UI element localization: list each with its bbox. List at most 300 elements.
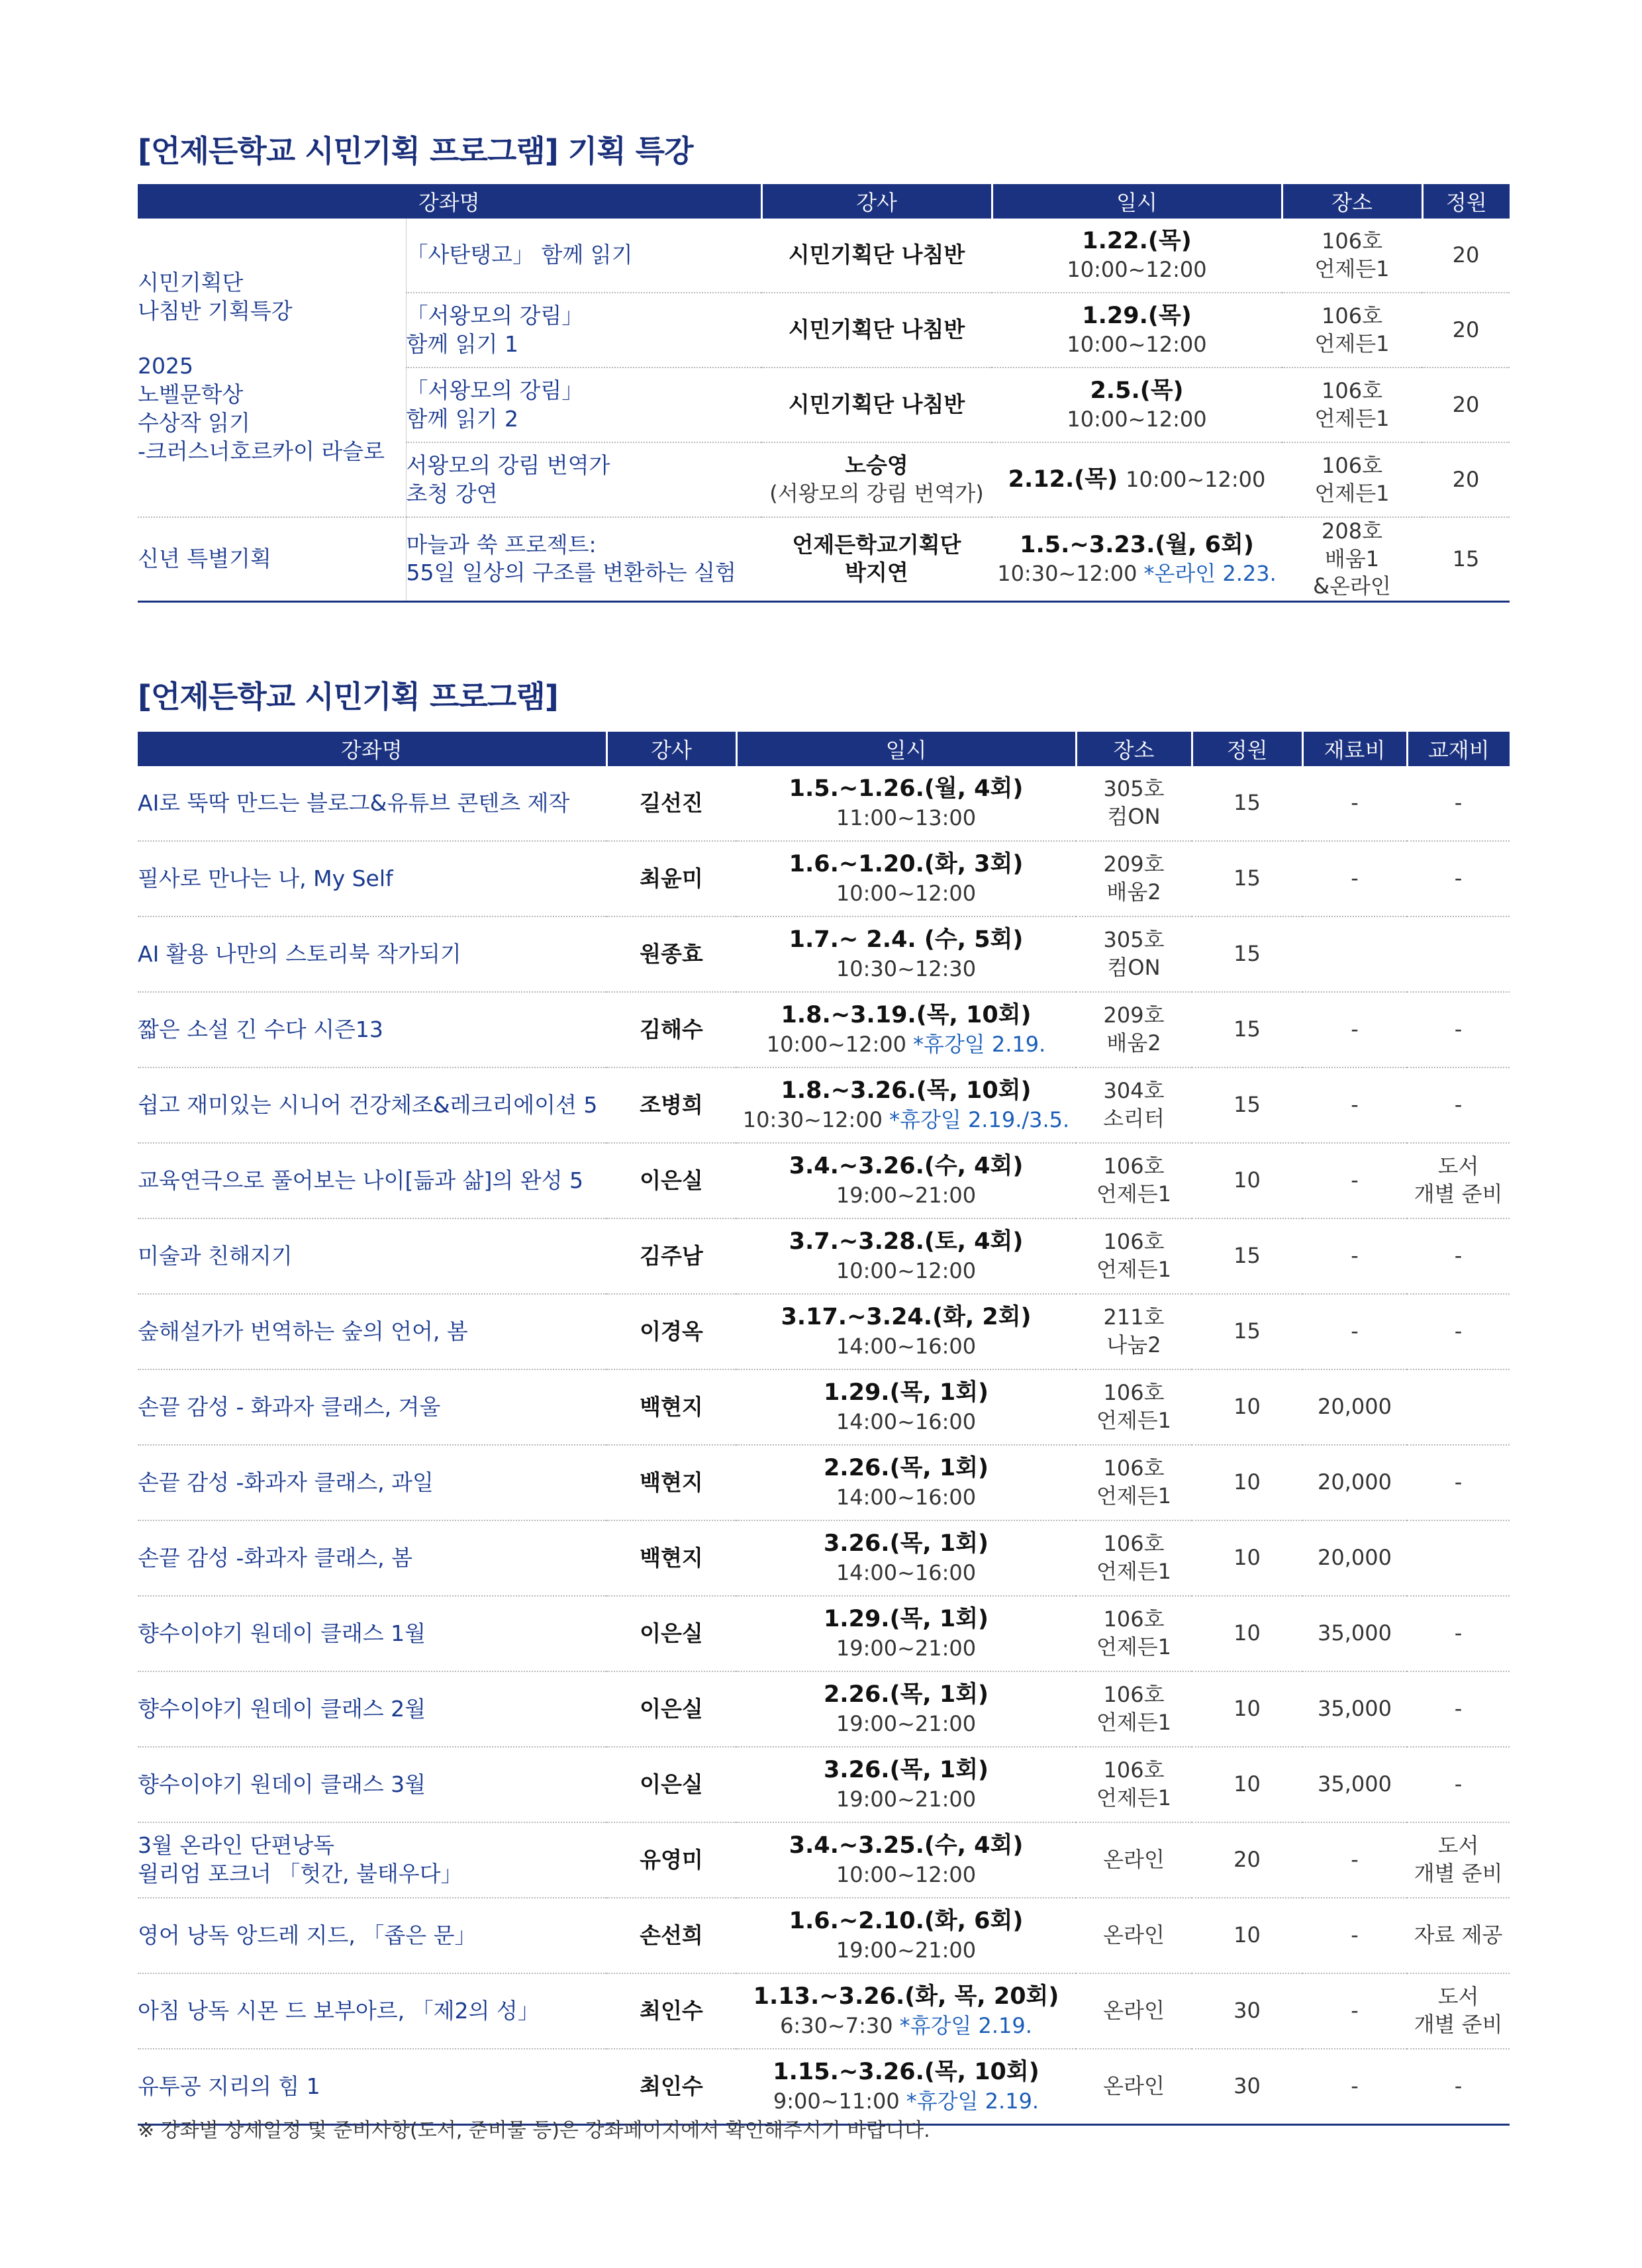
book-fee (1407, 1445, 1510, 1520)
header-date: 일시 (992, 184, 1282, 219)
text-line: 106호 (1103, 1606, 1165, 1632)
course-title (406, 368, 761, 442)
header-date: 일시 (736, 732, 1076, 766)
table-row (138, 992, 1510, 1067)
material-fee (1302, 916, 1407, 992)
schedule (992, 219, 1282, 293)
header-book-fee: 교재비 (1407, 732, 1510, 766)
schedule-date: 3.4.~3.25.(수, 4회) (789, 1832, 1024, 1859)
schedule-time: 19:00~21:00 (836, 1710, 977, 1736)
capacity: 10 (1192, 1671, 1302, 1747)
schedule (736, 1218, 1076, 1294)
schedule-time: 14:00~16:00 (836, 1333, 977, 1359)
category-line: 수상작 읽기 (138, 409, 250, 436)
course-title (138, 1898, 606, 1973)
location (1076, 1520, 1192, 1596)
location (1076, 992, 1192, 1067)
text-line: 교육연극으로 풀어보는 나이[듦과 삶]의 완성 5 (138, 1167, 583, 1193)
schedule-note: *휴강일 2.19./3.5. (889, 1107, 1070, 1132)
schedule-date: 2.26.(목, 1회) (823, 1455, 989, 1482)
course-title (138, 1973, 606, 2049)
table-row (138, 1520, 1510, 1596)
category-line: 시민기획단 (138, 270, 244, 296)
header-location: 장소 (1076, 732, 1192, 766)
table-row (138, 1369, 1510, 1445)
text-line: 209호 (1103, 1003, 1165, 1028)
schedule-time-line (996, 256, 1278, 284)
text-line: 도서 (1437, 1154, 1479, 1179)
schedule-date: 1.15.~3.26.(목, 10회) (773, 2059, 1039, 2086)
schedule-time: 10:00~12:00 (836, 1861, 977, 1887)
schedule-date: 1.29.(목) (1082, 302, 1192, 329)
book-fee (1407, 841, 1510, 916)
course-title (138, 1671, 606, 1747)
capacity: 15 (1192, 1067, 1302, 1143)
text-line: 209호 (1103, 852, 1165, 877)
table-row (138, 1973, 1510, 2049)
schedule-date: 1.29.(목, 1회) (823, 1379, 989, 1406)
capacity: 20 (1422, 368, 1510, 442)
schedule-time-line (740, 2012, 1072, 2040)
schedule-time: 11:00~13:00 (836, 805, 977, 830)
schedule-time-line (740, 805, 1072, 832)
capacity: 15 (1192, 1218, 1302, 1294)
instructor: 이경옥 (606, 1294, 736, 1369)
category-line: -크러스너호르카이 라슬로 (138, 438, 385, 464)
book-fee (1407, 766, 1510, 841)
course-title (138, 766, 606, 841)
text-line: 온라인 (1103, 1922, 1165, 1948)
header-course: 강좌명 (138, 732, 606, 766)
instructor: 백현지 (606, 1445, 736, 1520)
table-row (138, 517, 1510, 601)
schedule-date: 1.29.(목, 1회) (823, 1606, 989, 1633)
text-line: 소리터 (1103, 1106, 1165, 1131)
schedule (736, 1445, 1076, 1520)
schedule-time: 10:30~12:30 (836, 956, 977, 981)
text-line: 향수이야기 원데이 클래스 1월 (138, 1620, 426, 1646)
text-line: 3월 온라인 단편낭독 (138, 1832, 334, 1859)
instructor-line: (서왕모의 강림 번역가) (769, 481, 984, 507)
text-line: 미술과 친해지기 (138, 1242, 293, 1269)
material-fee: - (1302, 766, 1407, 841)
text-line: 106호 (1103, 1531, 1165, 1557)
text-line: 208호 (1322, 518, 1382, 544)
course-title (138, 1596, 606, 1671)
schedule (736, 916, 1076, 992)
course-title (138, 841, 606, 916)
text-line: 언제든1 (1314, 405, 1390, 431)
schedule-time-line (740, 1635, 1072, 1663)
text-line: AI 활용 나만의 스토리북 작가되기 (138, 940, 461, 967)
instructor: 길선진 (606, 766, 736, 841)
instructor (761, 368, 992, 442)
material-fee: 35,000 (1302, 1747, 1407, 1822)
schedule-date: 1.7.~ 2.4. (수, 5회) (789, 926, 1024, 954)
location (1076, 1218, 1192, 1294)
schedule-time: 10:00~12:00 (1067, 257, 1207, 283)
program-table (138, 732, 1510, 2126)
schedule-time-line (740, 1937, 1072, 1965)
location (1282, 293, 1422, 368)
capacity: 20 (1422, 219, 1510, 293)
instructor-line: 박지연 (845, 560, 908, 586)
schedule-time: 9:00~11:00 (773, 2088, 900, 2114)
text-line: 배움2 (1106, 879, 1161, 905)
course-title (406, 293, 761, 368)
text-line: 106호 (1103, 1229, 1165, 1255)
text-line: - (1454, 865, 1463, 891)
text-line: 손끝 감성 -화과자 클래스, 과일 (138, 1469, 434, 1495)
schedule (992, 517, 1282, 601)
category-line (138, 326, 402, 352)
text-line: - (1454, 2073, 1463, 2099)
category-cell (138, 219, 406, 517)
location (1076, 1596, 1192, 1671)
schedule-time: 10:00~12:00 (1067, 407, 1207, 432)
text-line: 언제든1 (1314, 330, 1390, 356)
book-fee (1407, 2049, 1510, 2125)
schedule-time: 10:30~12:00 (997, 561, 1137, 587)
course-title (138, 1143, 606, 1218)
course-title (138, 1369, 606, 1445)
schedule-time: 10:30~12:00 (742, 1107, 883, 1132)
instructor-line: 언제든학교기획단 (792, 531, 961, 558)
schedule-time: 6:30~7:30 (780, 2012, 893, 2038)
text-line: 106호 (1322, 452, 1382, 478)
material-fee: - (1302, 841, 1407, 916)
table-row (138, 1143, 1510, 1218)
instructor: 최윤미 (606, 841, 736, 916)
capacity: 10 (1192, 1369, 1302, 1445)
instructor: 이은실 (606, 1143, 736, 1218)
capacity: 15 (1192, 841, 1302, 916)
header-instructor: 강사 (761, 184, 992, 219)
location (1076, 1747, 1192, 1822)
schedule-date: 1.5.~3.23.(월, 6회) (1020, 531, 1254, 558)
text-line: 마늘과 쑥 프로젝트: (406, 531, 597, 558)
table-row (138, 1898, 1510, 1973)
material-fee: - (1302, 1898, 1407, 1973)
text-line: 손끝 감성 - 화과자 클래스, 겨울 (138, 1393, 441, 1420)
text-line: 자료 제공 (1414, 1922, 1503, 1948)
schedule-date: 1.6.~1.20.(화, 3회) (789, 851, 1024, 878)
schedule-time-line (740, 1786, 1072, 1814)
schedule-time-line (740, 1333, 1072, 1361)
course-title (138, 1520, 606, 1596)
instructor: 백현지 (606, 1369, 736, 1445)
schedule-date: 1.13.~3.26.(화, 목, 20회) (753, 1983, 1059, 2010)
capacity: 10 (1192, 1747, 1302, 1822)
text-line: AI로 뚝딱 만드는 블로그&유튜브 콘텐츠 제작 (138, 789, 570, 816)
course-title (138, 1067, 606, 1143)
schedule (736, 1067, 1076, 1143)
instructor (761, 293, 992, 368)
instructor: 이은실 (606, 1671, 736, 1747)
text-line: - (1454, 1318, 1463, 1344)
text-line: 106호 (1103, 1682, 1165, 1708)
schedule-time-line (740, 880, 1072, 908)
course-title (138, 1294, 606, 1369)
table-row (138, 766, 1510, 841)
text-line: 함께 읽기 2 (406, 405, 518, 432)
text-line: - (1454, 1243, 1463, 1269)
schedule (736, 992, 1076, 1067)
text-line: - (1454, 1016, 1463, 1042)
instructor: 조병희 (606, 1067, 736, 1143)
book-fee (1407, 1898, 1510, 1973)
schedule (736, 766, 1076, 841)
location (1076, 1898, 1192, 1973)
text-line: 필사로 만나는 나, My Self (138, 865, 393, 891)
text-line: 향수이야기 원데이 클래스 3월 (138, 1771, 426, 1797)
text-line: 서왕모의 강림 번역가 (406, 452, 610, 478)
schedule (736, 1596, 1076, 1671)
book-fee (1407, 1596, 1510, 1671)
material-fee: 20,000 (1302, 1520, 1407, 1596)
book-fee (1407, 1520, 1510, 1596)
course-title (406, 517, 761, 601)
schedule (736, 1369, 1076, 1445)
capacity: 15 (1192, 916, 1302, 992)
instructor: 이은실 (606, 1747, 736, 1822)
table-row (138, 1445, 1510, 1520)
capacity: 10 (1192, 1898, 1302, 1973)
location (1282, 219, 1422, 293)
location (1076, 1143, 1192, 1218)
category-line: 노벨문학상 (138, 381, 244, 407)
material-fee: - (1302, 1294, 1407, 1369)
book-fee (1407, 1294, 1510, 1369)
location (1282, 368, 1422, 442)
capacity: 15 (1192, 766, 1302, 841)
schedule (736, 1898, 1076, 1973)
text-line: 언제든1 (1096, 1559, 1172, 1584)
schedule-time: 10:00~12:00 (1126, 466, 1266, 492)
location (1076, 841, 1192, 916)
category-cell (138, 517, 406, 601)
material-fee: 20,000 (1302, 1369, 1407, 1445)
text-line: 배움2 (1106, 1030, 1161, 1056)
text-line: 도서 (1437, 1984, 1479, 2010)
capacity: 30 (1192, 1973, 1302, 2049)
text-line: 언제든1 (1096, 1710, 1172, 1735)
header-material-fee: 재료비 (1302, 732, 1407, 766)
schedule-time: 19:00~21:00 (836, 1937, 977, 1963)
capacity: 20 (1192, 1822, 1302, 1898)
location (1076, 1369, 1192, 1445)
text-line: 106호 (1103, 1154, 1165, 1179)
text-line: &온라인 (1313, 573, 1391, 599)
material-fee: - (1302, 2049, 1407, 2125)
instructor: 이은실 (606, 1596, 736, 1671)
material-fee: - (1302, 1822, 1407, 1898)
schedule-time: 10:00~12:00 (1067, 332, 1207, 358)
text-line: - (1454, 1620, 1463, 1646)
schedule-date: 2.5.(목) (1090, 377, 1184, 404)
instructor-line: 시민기획단 나침반 (788, 317, 965, 343)
special-lecture-table (138, 184, 1510, 603)
location (1076, 1671, 1192, 1747)
schedule-date: 3.7.~3.28.(토, 4회) (789, 1228, 1024, 1256)
book-fee (1407, 1973, 1510, 2049)
schedule (992, 442, 1282, 517)
table-row (138, 1596, 1510, 1671)
instructor: 김해수 (606, 992, 736, 1067)
schedule-date: 2.12.(목) (1008, 466, 1118, 493)
schedule (736, 1143, 1076, 1218)
course-title (138, 1218, 606, 1294)
table-row (138, 1218, 1510, 1294)
table-row (138, 1747, 1510, 1822)
category-line: 나침반 기획특강 (138, 298, 293, 324)
text-line: 개별 준비 (1414, 1861, 1503, 1886)
schedule-time-line (740, 1559, 1072, 1587)
schedule-time: 14:00~16:00 (836, 1484, 977, 1510)
schedule-time: 19:00~21:00 (836, 1786, 977, 1812)
text-line: 언제든1 (1314, 256, 1390, 281)
text-line: 언제든1 (1314, 480, 1390, 506)
text-line: 함께 읽기 1 (406, 330, 518, 357)
text-line: 유투공 지리의 힘 1 (138, 2073, 320, 2099)
schedule-note: *온라인 2.23. (1143, 561, 1277, 587)
schedule-date: 1.6.~2.10.(화, 6회) (789, 1908, 1024, 1935)
table-row (138, 916, 1510, 992)
header-capacity: 정원 (1192, 732, 1302, 766)
schedule-time-line (740, 1107, 1072, 1134)
schedule-time-line (740, 1031, 1072, 1059)
schedule (736, 1822, 1076, 1898)
table-row (138, 841, 1510, 916)
location (1282, 517, 1422, 601)
schedule-time-line (996, 331, 1278, 359)
material-fee: - (1302, 992, 1407, 1067)
material-fee: - (1302, 1067, 1407, 1143)
course-title (138, 916, 606, 992)
instructor: 유영미 (606, 1822, 736, 1898)
text-line: 106호 (1103, 1380, 1165, 1406)
location (1076, 2049, 1192, 2125)
capacity: 15 (1422, 517, 1510, 601)
schedule-date: 3.17.~3.24.(화, 2회) (781, 1304, 1032, 1331)
text-line: 106호 (1103, 1455, 1165, 1481)
material-fee: - (1302, 1143, 1407, 1218)
instructor (761, 219, 992, 293)
text-line: 온라인 (1103, 1847, 1165, 1873)
text-line: 「서왕모의 강림」 (406, 302, 584, 328)
text-line: 아침 낭독 시몬 드 보부아르, 「제2의 성」 (138, 1997, 540, 2024)
book-fee (1407, 1671, 1510, 1747)
capacity: 20 (1422, 442, 1510, 517)
material-fee: 35,000 (1302, 1596, 1407, 1671)
header-capacity: 정원 (1422, 184, 1510, 219)
schedule-date: 1.8.~3.26.(목, 10회) (781, 1077, 1032, 1105)
text-line: 영어 낭독 앙드레 지드, 「좁은 문」 (138, 1922, 477, 1948)
book-fee (1407, 916, 1510, 992)
instructor: 손선희 (606, 1898, 736, 1973)
book-fee (1407, 1747, 1510, 1822)
instructor-line: 시민기획단 나침반 (788, 242, 965, 268)
schedule-date: 3.26.(목, 1회) (823, 1757, 989, 1784)
text-line: 도서 (1437, 1833, 1479, 1859)
location (1076, 1067, 1192, 1143)
capacity: 10 (1192, 1520, 1302, 1596)
schedule-time: 10:00~12:00 (766, 1031, 906, 1057)
text-line: 짧은 소설 긴 수다 시즌13 (138, 1016, 383, 1042)
book-fee (1407, 1218, 1510, 1294)
location (1076, 916, 1192, 992)
schedule-time: 19:00~21:00 (836, 1182, 977, 1208)
instructor-line: 노승영 (845, 452, 908, 479)
header-instructor: 강사 (606, 732, 736, 766)
capacity: 30 (1192, 2049, 1302, 2125)
text-line: 언제든1 (1096, 1181, 1172, 1207)
instructor-line: 시민기획단 나침반 (788, 391, 965, 418)
schedule-date: 2.26.(목, 1회) (823, 1681, 989, 1708)
text-line: 304호 (1103, 1078, 1165, 1104)
text-line: 106호 (1322, 303, 1382, 328)
text-line: 언제든1 (1096, 1785, 1172, 1810)
text-line: 「서왕모의 강림」 (406, 377, 584, 403)
schedule-time: 14:00~16:00 (836, 1559, 977, 1585)
text-line: 106호 (1322, 377, 1382, 403)
header-course: 강좌명 (138, 184, 761, 219)
book-fee (1407, 1822, 1510, 1898)
schedule-time: 10:00~12:00 (836, 880, 977, 906)
capacity: 10 (1192, 1445, 1302, 1520)
book-fee (1407, 1067, 1510, 1143)
text-line: 온라인 (1103, 2073, 1165, 2099)
table-row (138, 1067, 1510, 1143)
schedule (736, 841, 1076, 916)
category-line: 신년 특별기획 (138, 545, 271, 571)
text-line: 55일 일상의 구조를 변환하는 실험 (406, 560, 736, 586)
schedule-time-line (996, 560, 1278, 588)
schedule-note: *휴강일 2.19. (912, 1031, 1046, 1057)
schedule (736, 1294, 1076, 1369)
schedule-time-line (740, 1861, 1072, 1889)
text-line: 언제든1 (1096, 1257, 1172, 1282)
material-fee: - (1302, 1218, 1407, 1294)
footnote: ※ 강좌별 상세일정 및 준비사항(도서, 준비물 등)은 강좌페이지에서 확인해주시기 바랍니다. (138, 2119, 930, 2142)
schedule-time-line (996, 406, 1278, 434)
table-row (138, 1822, 1510, 1898)
course-title (406, 442, 761, 517)
text-line: 윌리엄 포크너 「헛간, 불태우다」 (138, 1861, 463, 1887)
location (1076, 766, 1192, 841)
text-line: 컴ON (1107, 804, 1161, 829)
schedule (736, 1671, 1076, 1747)
capacity: 10 (1192, 1143, 1302, 1218)
course-title (138, 1822, 606, 1898)
capacity: 20 (1422, 293, 1510, 368)
text-line: - (1454, 790, 1463, 816)
schedule-date: 3.4.~3.26.(수, 4회) (789, 1153, 1024, 1180)
course-title (406, 219, 761, 293)
course-title (138, 1747, 606, 1822)
table-row (138, 1671, 1510, 1747)
text-line: 배움1 (1324, 546, 1380, 571)
capacity: 15 (1192, 1294, 1302, 1369)
schedule-date: 3.26.(목, 1회) (823, 1530, 989, 1557)
text-line: 컴ON (1107, 955, 1161, 980)
book-fee (1407, 992, 1510, 1067)
text-line: 숲해설가가 번역하는 숲의 언어, 봄 (138, 1318, 468, 1344)
text-line: 305호 (1103, 927, 1165, 953)
text-line: 개별 준비 (1414, 2012, 1503, 2037)
text-line: 나눔2 (1106, 1332, 1161, 1357)
table-row (138, 219, 1510, 293)
